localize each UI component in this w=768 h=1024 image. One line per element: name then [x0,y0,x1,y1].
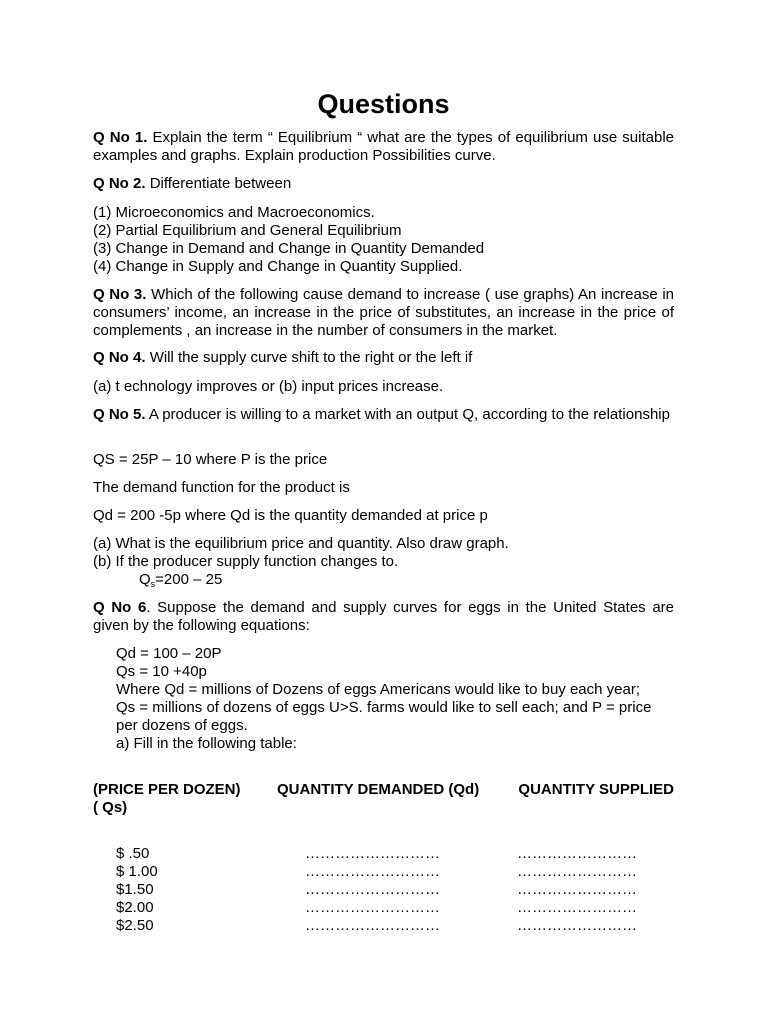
price-cell: $2.50 [116,917,154,934]
demand-equation: Qd = 100 – 20P [116,645,222,662]
page-title: Questions [317,89,450,119]
price-cell: $1.50 [116,881,154,898]
list-item: (1) Microeconomics and Macroeconomics. [93,204,375,221]
table-row [93,917,674,935]
list-item: (4) Change in Supply and Change in Quantity Supplied. [93,258,463,275]
qs-blank: …………………… [517,863,637,880]
task-line: a) Fill in the following table: [116,735,297,752]
qs-blank: …………………… [517,917,637,934]
supply-equation: Qs = 10 +40p [116,663,207,680]
qd-blank: ……………………… [305,881,440,898]
question-1-text: Explain the term “ Equilibrium “ what are the types of equilibrium use suitable examples and graphs. Explain production Possibilities curve. [93,129,674,164]
question-5-parts [93,535,674,593]
table-row [93,899,674,917]
new-supply-q: Q [139,571,151,588]
where-line: per dozens of eggs. [116,717,248,734]
question-3-label: Q No 3. [93,286,147,303]
qs-blank: …………………… [517,881,637,898]
list-item: (3) Change in Demand and Change in Quantity Demanded [93,240,485,257]
price-cell: $ .50 [116,845,150,862]
new-supply-subscript: s [150,579,156,589]
question-6-text: . Suppose the demand and supply curves for eggs in the United States are given by the following equations: [93,599,675,634]
where-line: Where Qd = millions of Dozens of eggs Americans would like to buy each year; [116,681,641,698]
supply-equation: QS = 25P – 10 where P is the price [93,451,328,468]
demand-equation: Qd = 200 -5p where Qd is the quantity demanded at price p [93,507,488,524]
question-5-text: A producer is willing to a market with an output Q, according to the relationship [148,406,670,423]
question-5 [93,406,674,424]
price-cell: $2.00 [116,899,154,916]
question-3-text: Which of the following cause demand to increase ( use graphs) An increase in consumers’ income, an increase in the price of substitutes, an increase in the price of complements , an increase in the number of consumers in the market. [93,286,675,339]
table-row [93,881,674,899]
column-header-price: (PRICE PER DOZEN) [93,781,241,798]
column-header-qd: QUANTITY DEMANDED (Qd) [277,781,480,798]
qs-blank: …………………… [517,845,637,862]
price-cell: $ 1.00 [116,863,158,880]
question-2 [93,175,674,193]
question-4-sub: (a) t echnology improves or (b) input prices increase. [93,378,444,395]
qs-blank: …………………… [517,899,637,916]
qd-blank: ……………………… [305,845,440,862]
where-line: Qs = millions of dozens of eggs U>S. farms would like to sell each; and P = price [116,699,652,716]
list-item: (b) If the producer supply function changes to. [93,553,399,570]
question-4 [93,349,674,367]
question-2-label: Q No 2. [93,175,146,192]
question-6-label: Q No 6 [93,599,147,616]
demand-intro: The demand function for the product is [93,479,350,496]
question-2-list [93,204,674,276]
question-1-label: Q No 1. [93,129,148,146]
list-item: (a) What is the equilibrium price and quantity. Also draw graph. [93,535,509,552]
column-header-qs: QUANTITY SUPPLIED [518,781,674,798]
question-4-text: Will the supply curve shift to the right or the left if [149,349,473,366]
qd-blank: ……………………… [305,863,440,880]
new-supply-rest: =200 – 25 [155,571,223,588]
question-5-label: Q No 5. [93,406,146,423]
question-2-text: Differentiate between [149,175,292,192]
column-header-qs-suffix: ( Qs) [93,799,128,816]
question-4-label: Q No 4. [93,349,146,366]
list-item: (2) Partial Equilibrium and General Equilibrium [93,222,402,239]
question-6-equations [116,645,674,753]
question-1 [93,129,674,165]
question-3 [93,286,674,340]
qd-blank: ……………………… [305,899,440,916]
question-6 [93,599,674,635]
table-row [93,863,674,881]
qd-blank: ……………………… [305,917,440,934]
new-supply-equation [93,571,674,593]
table-row [93,845,674,863]
